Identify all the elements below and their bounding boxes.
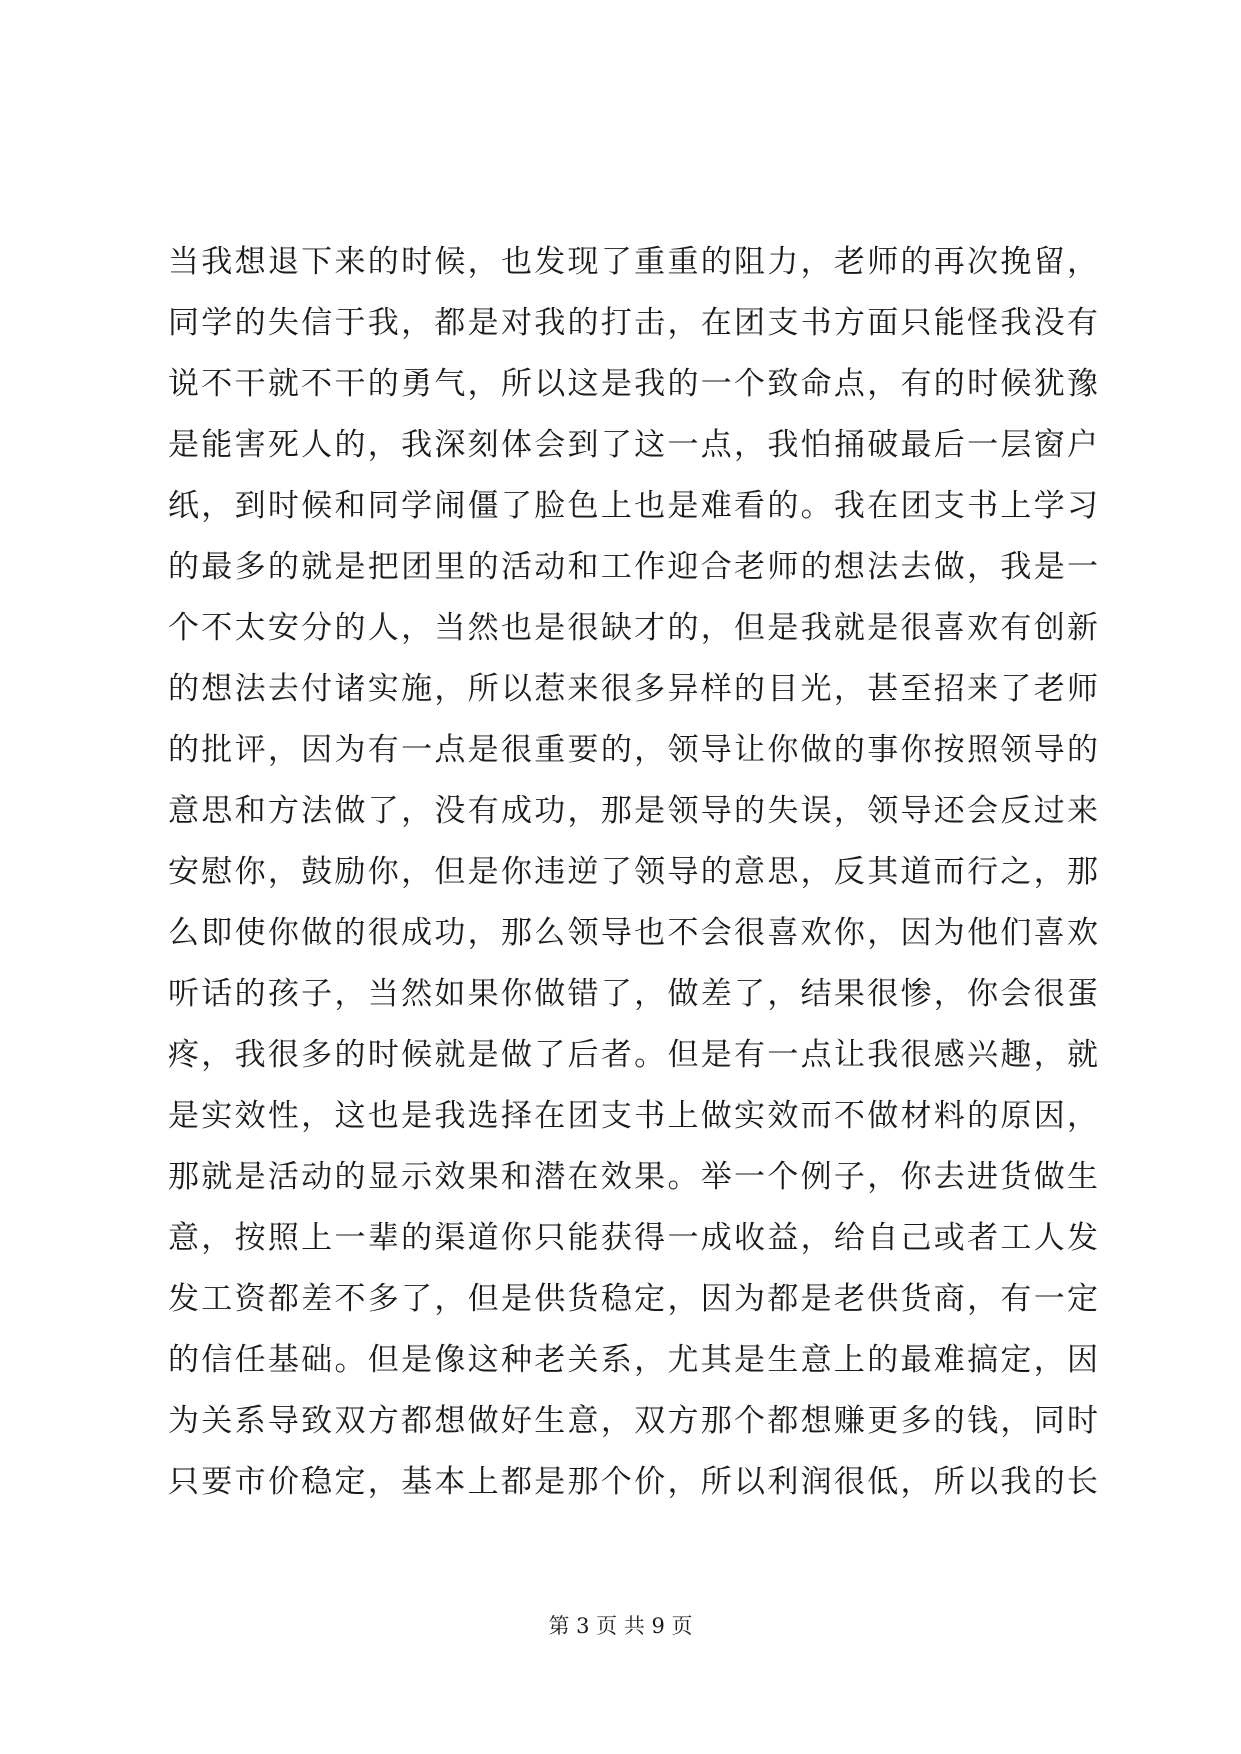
text-line: 意思和方法做了，没有成功，那是领导的失误，领导还会反过来: [168, 793, 1098, 829]
text-line: 个不太安分的人，当然也是很缺才的，但是我就是很喜欢有创新: [168, 610, 1098, 646]
body-paragraph: [168, 232, 1098, 1513]
text-line: 为关系导致双方都想做好生意，双方那个都想赚更多的钱，同时: [168, 1403, 1098, 1439]
text-line: 的想法去付诸实施，所以惹来很多异样的目光，甚至招来了老师: [168, 671, 1098, 707]
page-number-footer: 第 3 页 共 9 页: [548, 1614, 693, 1638]
text-line: 说不干就不干的勇气，所以这是我的一个致命点，有的时候犹豫: [168, 366, 1098, 402]
text-line: 是实效性，这也是我选择在团支书上做实效而不做材料的原因，: [168, 1098, 1098, 1134]
text-line: 当我想退下来的时候，也发现了重重的阻力，老师的再次挽留，: [168, 244, 1098, 280]
text-line: 纸，到时候和同学闹僵了脸色上也是难看的。我在团支书上学习: [168, 488, 1098, 524]
text-line: 疼，我很多的时候就是做了后者。但是有一点让我很感兴趣，就: [168, 1037, 1098, 1073]
text-line: 的最多的就是把团里的活动和工作迎合老师的想法去做，我是一: [168, 549, 1098, 585]
text-line: 意，按照上一辈的渠道你只能获得一成收益，给自己或者工人发: [168, 1220, 1098, 1256]
text-line: 同学的失信于我，都是对我的打击，在团支书方面只能怪我没有: [168, 305, 1098, 341]
text-line: 的批评，因为有一点是很重要的，领导让你做的事你按照领导的: [168, 732, 1098, 768]
text-line: 是能害死人的，我深刻体会到了这一点，我怕捅破最后一层窗户: [168, 427, 1098, 463]
text-line: 只要市价稳定，基本上都是那个价，所以利润很低，所以我的长: [168, 1464, 1098, 1500]
text-line: 么即使你做的很成功，那么领导也不会很喜欢你，因为他们喜欢: [168, 915, 1098, 951]
text-line: 安慰你，鼓励你，但是你违逆了领导的意思，反其道而行之，那: [168, 854, 1098, 890]
text-line: 发工资都差不多了，但是供货稳定，因为都是老供货商，有一定: [168, 1281, 1098, 1317]
text-line: 听话的孩子，当然如果你做错了，做差了，结果很惨，你会很蛋: [168, 976, 1098, 1012]
text-line: 那就是活动的显示效果和潜在效果。举一个例子，你去进货做生: [168, 1159, 1098, 1195]
text-line: 的信任基础。但是像这种老关系，尤其是生意上的最难搞定，因: [168, 1342, 1098, 1378]
